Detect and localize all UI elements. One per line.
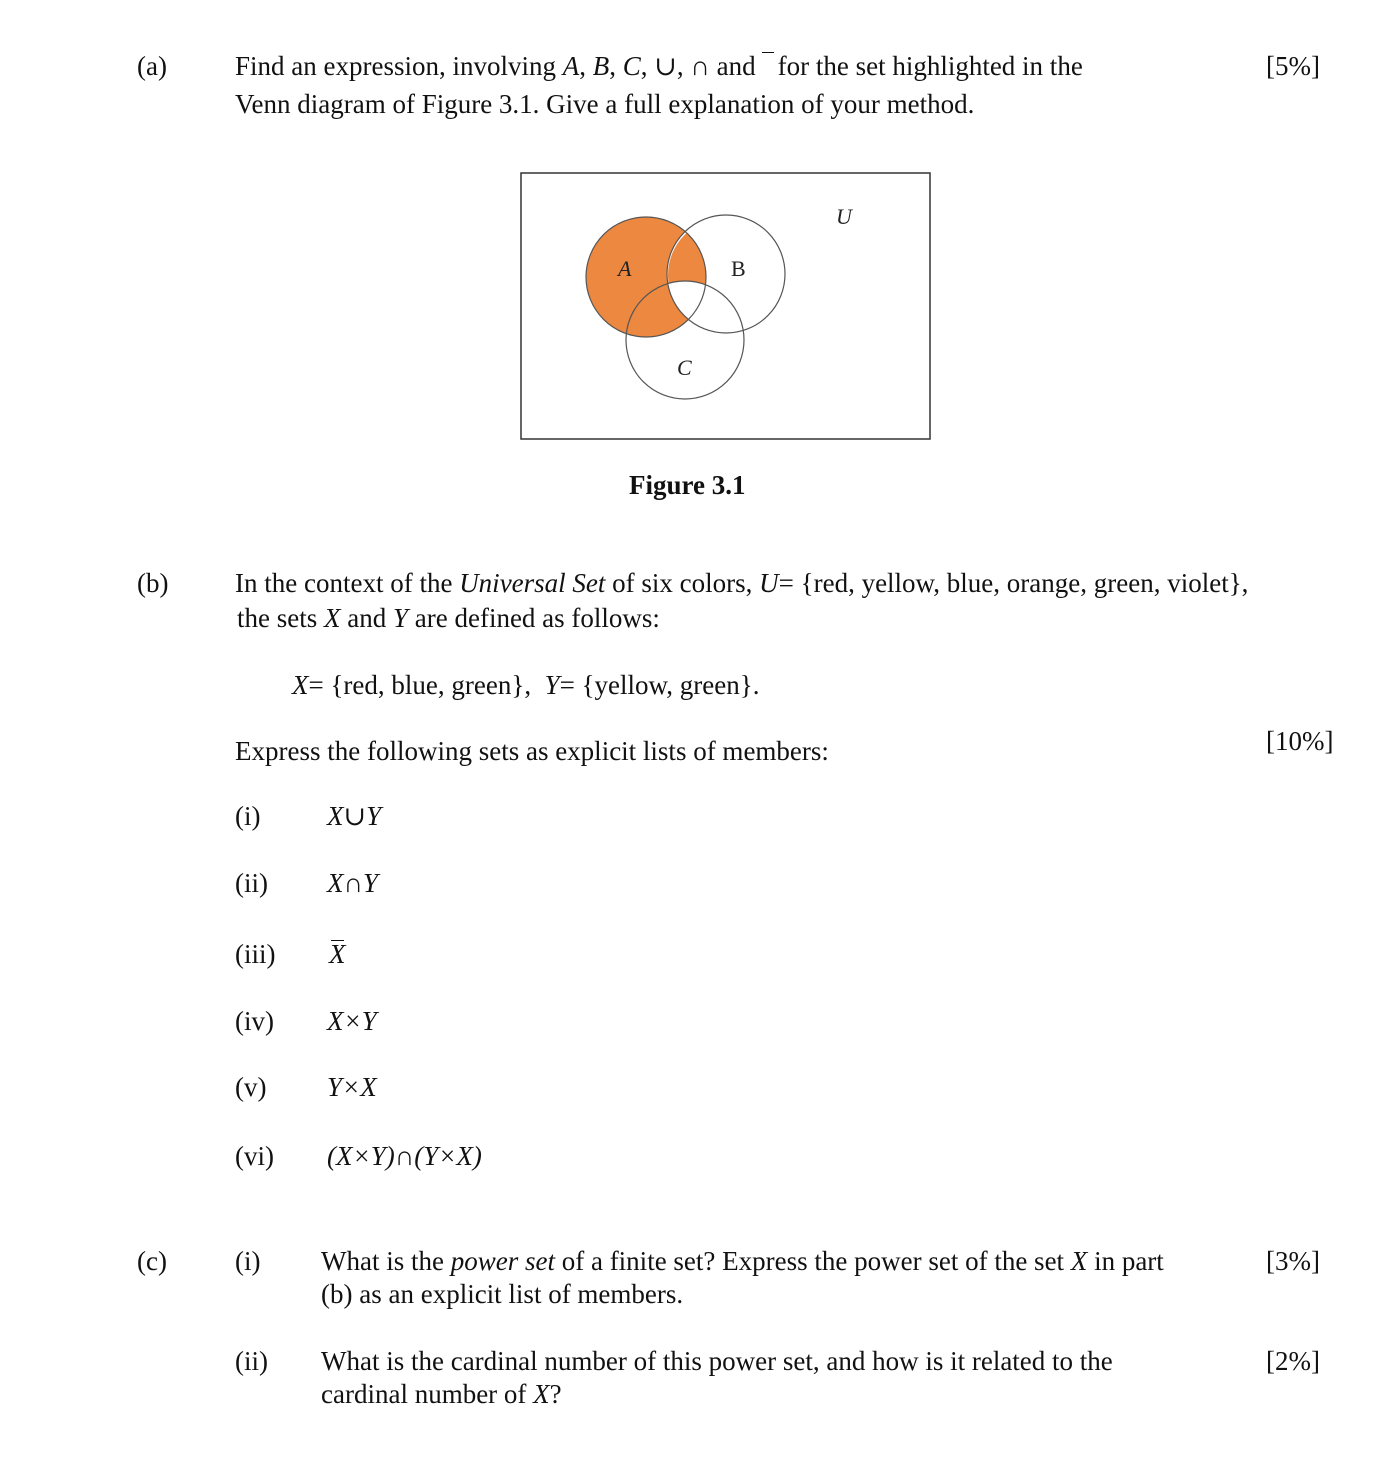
part-c-i-line1-post: in part	[1094, 1246, 1164, 1276]
part-b-instruction: Express the following sets as explicit lists of members:	[235, 736, 829, 766]
item-expr: (X×Y)∩(Y×X)	[327, 1141, 482, 1171]
comma: ,	[640, 51, 648, 81]
item-expr: Y×X	[327, 1072, 377, 1102]
part-b-line2-pre: the sets	[237, 603, 318, 633]
part-c-i-marks: [3%]	[1266, 1246, 1320, 1276]
part-b-label: (b)	[137, 568, 169, 598]
u-set: = {red, yellow, blue, orange, green, violet},	[778, 568, 1249, 598]
part-b-line1-post: of six colors,	[612, 568, 753, 598]
item-expr-x-complement	[329, 938, 346, 970]
x-var: X	[1070, 1246, 1088, 1276]
set-definitions	[292, 669, 759, 701]
part-c-i-line1	[321, 1245, 1164, 1277]
union-symbol: ∪	[654, 51, 677, 81]
def-x-var: X	[292, 670, 309, 700]
item-num: (v)	[235, 1072, 267, 1102]
item-num: (iv)	[235, 1006, 274, 1036]
item-num: (ii)	[235, 868, 268, 898]
power-set-term: power set	[450, 1246, 555, 1276]
part-b-line2-post: are defined as follows:	[414, 603, 660, 633]
part-c-i-num: (i)	[235, 1246, 261, 1276]
part-c-ii-line1: What is the cardinal number of this power set, and how is it related to the	[321, 1346, 1113, 1376]
set-b-label: B	[731, 256, 746, 281]
def-x-set: = {red, blue, green},	[308, 670, 532, 700]
x-var: X	[324, 603, 341, 633]
universe-box	[521, 173, 930, 439]
set-a-label: A	[618, 256, 632, 281]
part-c-i-line1-pre: What is the	[321, 1246, 444, 1276]
venn-diagram	[520, 172, 932, 442]
set-c-label: C	[677, 355, 692, 380]
comma: ,	[676, 51, 684, 81]
var-a: A	[562, 51, 580, 81]
part-a-line1-text: Find an expression, involving	[235, 51, 556, 81]
comma: ,	[579, 51, 586, 81]
universal-set-term: Universal Set	[459, 568, 606, 598]
item-num: (iii)	[235, 939, 276, 969]
var-b: B	[592, 51, 610, 81]
question-mark: ?	[549, 1379, 562, 1409]
part-a-marks: [5%]	[1266, 51, 1320, 81]
and-word: and	[347, 603, 387, 633]
part-c-ii-line2-pre: cardinal number of	[321, 1379, 527, 1409]
part-c-i-line1-mid: of a finite set? Express the power set of the set	[561, 1246, 1065, 1276]
part-b-line2	[237, 602, 660, 634]
part-b-marks: [10%]	[1266, 726, 1334, 756]
figure-caption: Figure 3.1	[629, 470, 746, 500]
x-var: X	[533, 1379, 550, 1409]
complement-bar-symbol	[762, 52, 774, 53]
part-a-label: (a)	[137, 51, 167, 81]
part-a-line1-tail: for the set highlighted in the	[777, 51, 1083, 81]
universe-label: U	[836, 204, 852, 229]
y-var: Y	[392, 603, 409, 633]
part-b-line1-pre: In the context of the	[235, 568, 453, 598]
part-c-ii-line2	[321, 1378, 562, 1410]
part-a-line2: Venn diagram of Figure 3.1. Give a full explanation of your method.	[235, 89, 975, 119]
var-c: C	[622, 51, 641, 81]
intersection-symbol: ∩	[690, 51, 710, 81]
item-expr: X∩Y	[327, 868, 379, 898]
x-bar: X	[329, 939, 346, 969]
part-c-i-line2: (b) as an explicit list of members.	[321, 1279, 684, 1309]
part-c-label: (c)	[137, 1246, 167, 1276]
part-a-line1	[235, 50, 1083, 82]
item-num: (i)	[235, 801, 261, 831]
item-num: (vi)	[235, 1141, 274, 1171]
comma: ,	[609, 51, 616, 81]
and-word: and	[716, 51, 756, 81]
u-var: U	[759, 568, 779, 598]
def-y-set: = {yellow, green}.	[559, 670, 760, 700]
part-c-ii-num: (ii)	[235, 1346, 268, 1376]
part-c-ii-marks: [2%]	[1266, 1346, 1320, 1376]
part-b-line1	[235, 567, 1248, 599]
def-y-var: Y	[544, 670, 560, 700]
item-expr: X∪Y	[327, 801, 382, 831]
item-expr: X×Y	[327, 1006, 377, 1036]
